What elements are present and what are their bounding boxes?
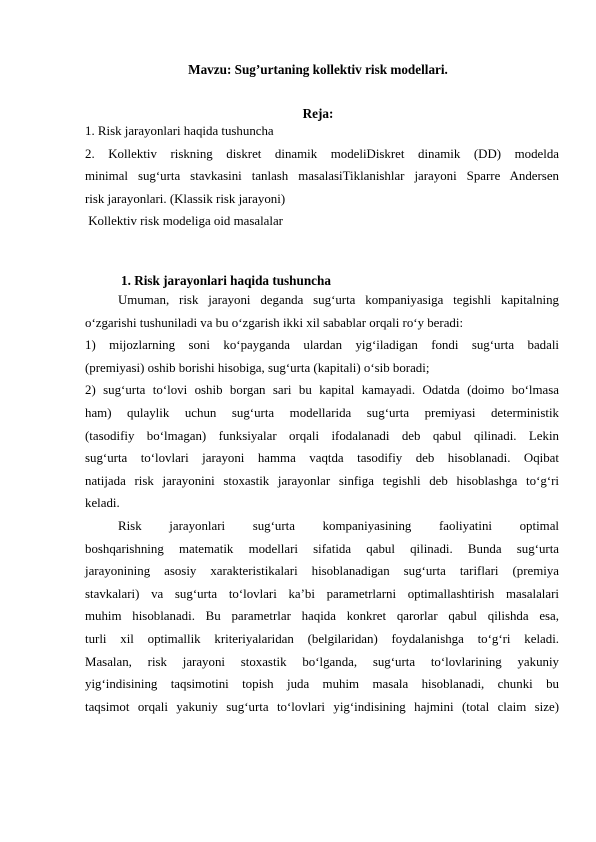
paragraph-2-line: turli xil optimallik kriteriyalaridan (belgilaridan) foydalanishga to‘g‘ri keladi. [85, 631, 559, 646]
paragraph-2-line: taqsimot orqali yakuniy sug‘urta to‘lovlari yig‘indisining hajmini (total claim size) [85, 699, 559, 714]
paragraph-1-line: keladi. [85, 496, 120, 511]
body-paragraphs [85, 289, 559, 718]
document-title: Mavzu: Sug’urtaning kollektiv risk modellari. [188, 62, 448, 77]
plan-heading: Reja: [302, 106, 334, 121]
paragraph-2-line: Risk jarayonlari sug‘urta kompaniyasining faoliyatini optimal [118, 518, 559, 533]
paragraph-2-line: muhim hisoblanadi. Bu parametrlar haqida konkret qarorlar qabul qilishda esa, [85, 609, 559, 624]
plan-item-2-line-1: 2. Kollektiv riskning diskret dinamik modeliDiskret dinamik (DD) modelda [85, 146, 559, 161]
paragraph-1-line: 2) sug‘urta to‘lovi oshib borgan sari bu kapital kamayadi. Odatda (doimo bo‘lmasa [85, 383, 559, 398]
paragraph-2-line: Masalan, risk jarayoni stoxastik bo‘lganda, sug‘urta to‘lovlarining yakuniy [85, 654, 559, 669]
plan-item-3: Kollektiv risk modeliga oid masalalar [85, 214, 283, 229]
paragraph-2-line: boshqarishning matematik modellari sifatida qabul qilinadi. Bunda sug‘urta [85, 541, 559, 556]
plan-item-1: 1. Risk jarayonlari haqida tushuncha [85, 124, 274, 138]
plan-item-2-line-2: minimal sug‘urta stavkasini tanlash masalasiTiklanishlar jarayoni Sparre Andersen [85, 169, 559, 184]
paragraph-1-line: o‘zgarishi tushuniladi va bu o‘zgarish ikki xil sabablar orqali ro‘y beradi: [85, 315, 464, 330]
paragraph-1-line: ham) qulaylik uchun sug‘urta modellarida sug‘urta premiyasi deterministik [85, 405, 559, 420]
paragraph-2-line: yig‘indisining taqsimotini topish juda muhim masala hisoblanadi, chunki bu [85, 677, 559, 692]
paragraph-1-line: natijada risk jarayonini stoxastik jarayonlar sinfiga tegishli deb hisoblashga to‘g‘ri [85, 473, 559, 488]
paragraph-1-line: (premiyasi) oshib borishi hisobiga, sug‘urta (kapitali) o‘sib boradi; [85, 360, 430, 375]
paragraph-2-line: stavkalari) va sug‘urta to‘lovlari ka’bi parametrlarni optimallashtirish masalalari [85, 586, 559, 601]
paragraph-1-line: (tasodifiy bo‘lmagan) funksiyalar orqali ifodalanadi deb qabul qilinadi. Lekin [85, 428, 559, 443]
section-heading: 1. Risk jarayonlari haqida tushuncha [121, 273, 331, 288]
paragraph-1-line: Umuman, risk jarayoni deganda sug‘urta kompaniyasiga tegishli kapitalning [118, 293, 559, 307]
paragraph-1-line: 1) mijozlarning soni ko‘payganda ulardan yig‘iladigan fondi sug‘urta badali [85, 338, 559, 353]
paragraph-1-line: sug‘urta to‘lovlari jarayoni hamma vaqtda tasodifiy deb hisoblanadi. Oqibat [85, 451, 559, 466]
plan-list [85, 120, 559, 233]
plan-item-2-line-3: risk jarayonlari. (Klassik risk jarayoni) [85, 191, 286, 206]
paragraph-2-line: jarayonining asosiy xarakteristikalari hisoblanadigan sug‘urta tariflari (premiya [85, 564, 559, 579]
